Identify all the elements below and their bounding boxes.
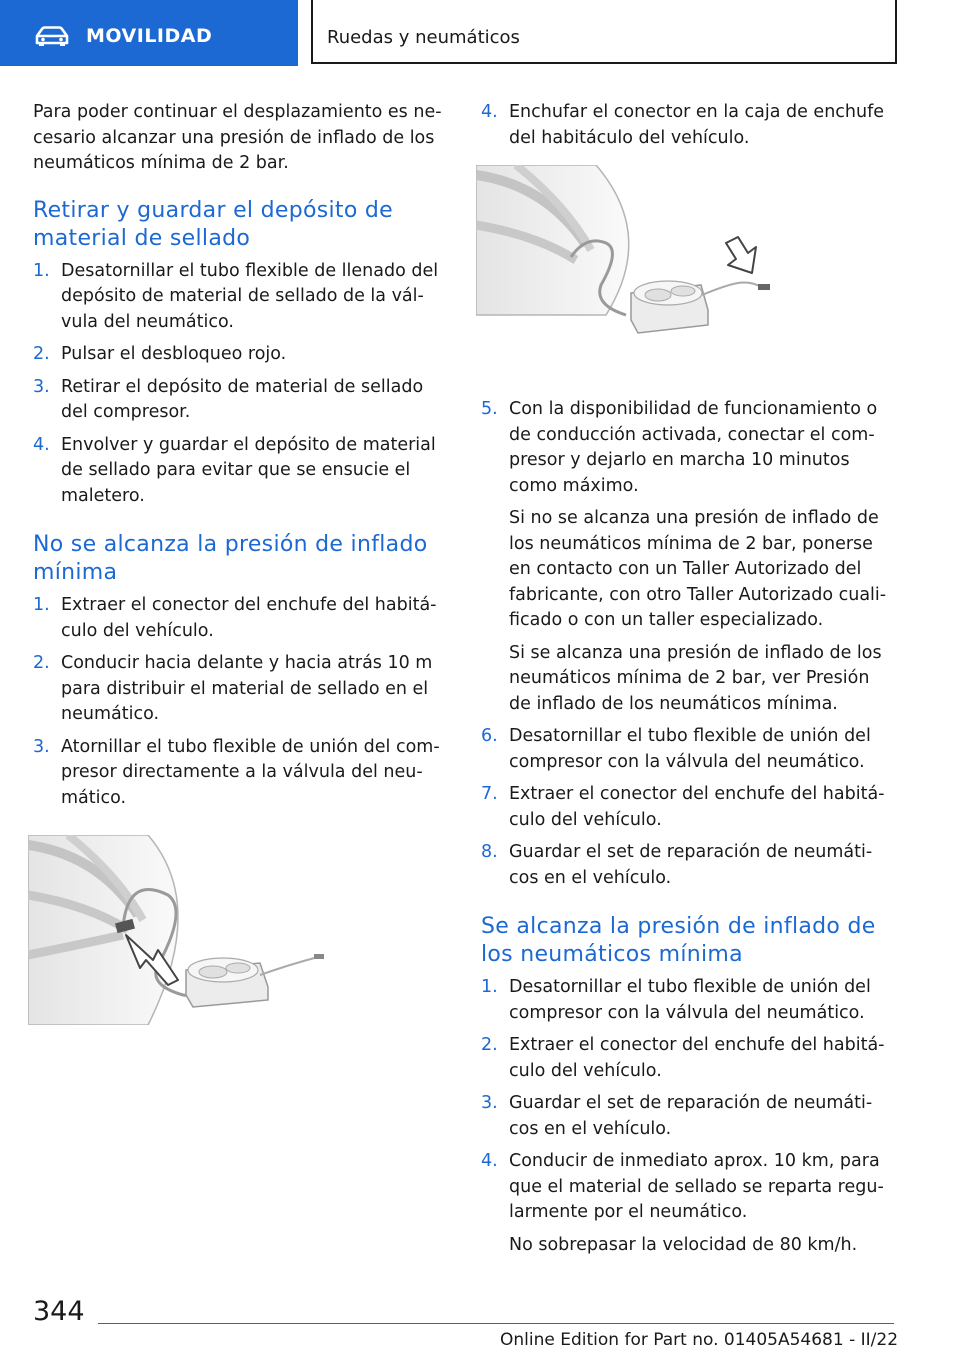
list-item: 7. Extraer el conector del enchufe del habitá‐ culo del vehículo. — [481, 784, 885, 830]
steps-pressure-reached — [481, 975, 896, 1258]
steps-continued-b — [481, 397, 896, 891]
footer-divider — [98, 1323, 894, 1324]
note-paragraph: Si se alcanza una presión de inflado de los neumáticos mínima de 2 bar, ver Presión de inflado de los neumáticos mínima. — [509, 642, 882, 714]
note-paragraph: No sobrepasar la velocidad de 80 km/h. — [509, 1234, 858, 1255]
list-item: 1. Extraer el conector del enchufe del habitá‐ culo del vehículo. — [33, 595, 437, 641]
right-column — [481, 100, 896, 1258]
section-heading-pressure-not-reached: No se alcanza la presión de inflado mínima — [33, 532, 428, 585]
list-item: 1. Desatornillar el tubo flexible de llenado del depósito de material de sellado de la vál‐ vula del neumático. — [33, 260, 439, 332]
list-item: 6. Desatornillar el tubo flexible de unión del compresor con la válvula del neumático. — [481, 726, 871, 772]
list-item: 4. Enchufar el conector en la caja de enchufe del habitáculo del vehículo. — [481, 102, 885, 148]
list-item: 2. Conducir hacia delante y hacia atrás 10 m para distribuir el material de sellado en el neumático. — [33, 653, 433, 724]
chapter-header — [311, 0, 897, 64]
note-paragraph: Si no se alcanza una presión de inflado de los neumáticos mínima de 2 bar, ponerse en contacto con un Taller Autorizado del fabricante, con otro Taller Autorizado cuali‐ ficado o con un taller especializado. — [509, 508, 887, 630]
list-item: 3. Atornillar el tubo flexible de unión del com‐ presor directamente a la válvula del neu‐ mático. — [33, 736, 440, 808]
list-item: 4. Envolver y guardar el depósito de material de sellado para evitar que se ensucie el maletero. — [33, 434, 436, 506]
list-item: 3. Guardar el set de reparación de neumáti‐ cos en el vehículo. — [481, 1093, 873, 1139]
list-item: 4. Conducir de inmediato aprox. 10 km, para que el material de sellado se reparta regu‐ larmente por el neumático. No sobrepasar la velocidad de 80 km/h. — [481, 1149, 896, 1258]
steps-remove-sealant — [33, 259, 448, 510]
list-item: 2. Extraer el conector del enchufe del habitá‐ culo del vehículo. — [481, 1035, 885, 1081]
socket-connection-illustration — [476, 165, 776, 355]
section-label: MOVILIDAD — [86, 25, 213, 47]
list-item: 8. Guardar el set de reparación de neumáti‐ cos en el vehículo. — [481, 842, 873, 888]
compressor-valve-illustration — [28, 835, 328, 1025]
section-heading-remove-sealant: Retirar y guardar el depósito de material de sellado — [33, 197, 393, 251]
left-column — [33, 100, 448, 1025]
intro-paragraph: Para poder continuar el desplazamiento es ne‐ cesario alcanzar una presión de inflado de los neumáticos mínima de 2 bar. — [33, 102, 442, 173]
page-number: 344 — [33, 1296, 85, 1327]
list-item: 1. Desatornillar el tubo flexible de unión del compresor con la válvula del neumático. — [481, 977, 871, 1023]
section-heading-pressure-reached: Se alcanza la presión de inflado de los neumáticos mínima — [481, 914, 876, 967]
steps-continued-a — [481, 100, 896, 151]
steps-pressure-not-reached — [33, 593, 448, 811]
edition-label: Online Edition for Part no. 01405A54681 - II/22 — [500, 1330, 899, 1350]
list-item: 2. Pulsar el desbloqueo rojo. — [33, 344, 287, 364]
list-item: 3. Retirar el depósito de material de sellado del compresor. — [33, 376, 424, 422]
car-icon — [34, 26, 70, 46]
section-tab — [0, 0, 298, 66]
list-item: 5. Con la disponibilidad de funcionamiento o de conducción activada, conectar el com‐ presor y dejarlo en marcha 10 minutos como máximo. Si no se alcanza una presión de inflado de los neumáticos mínima de 2 bar, ponerse en contacto con un Taller Autorizado del fabricante, con otro Taller Autorizado cuali‐ ficado o con un taller especializado. Si se alcanza una presión de inflado de los neumáticos mínima de 2 bar, ver Presión de inflado de los neumáticos mínima. — [481, 397, 896, 717]
chapter-title: Ruedas y neumáticos — [327, 27, 520, 48]
